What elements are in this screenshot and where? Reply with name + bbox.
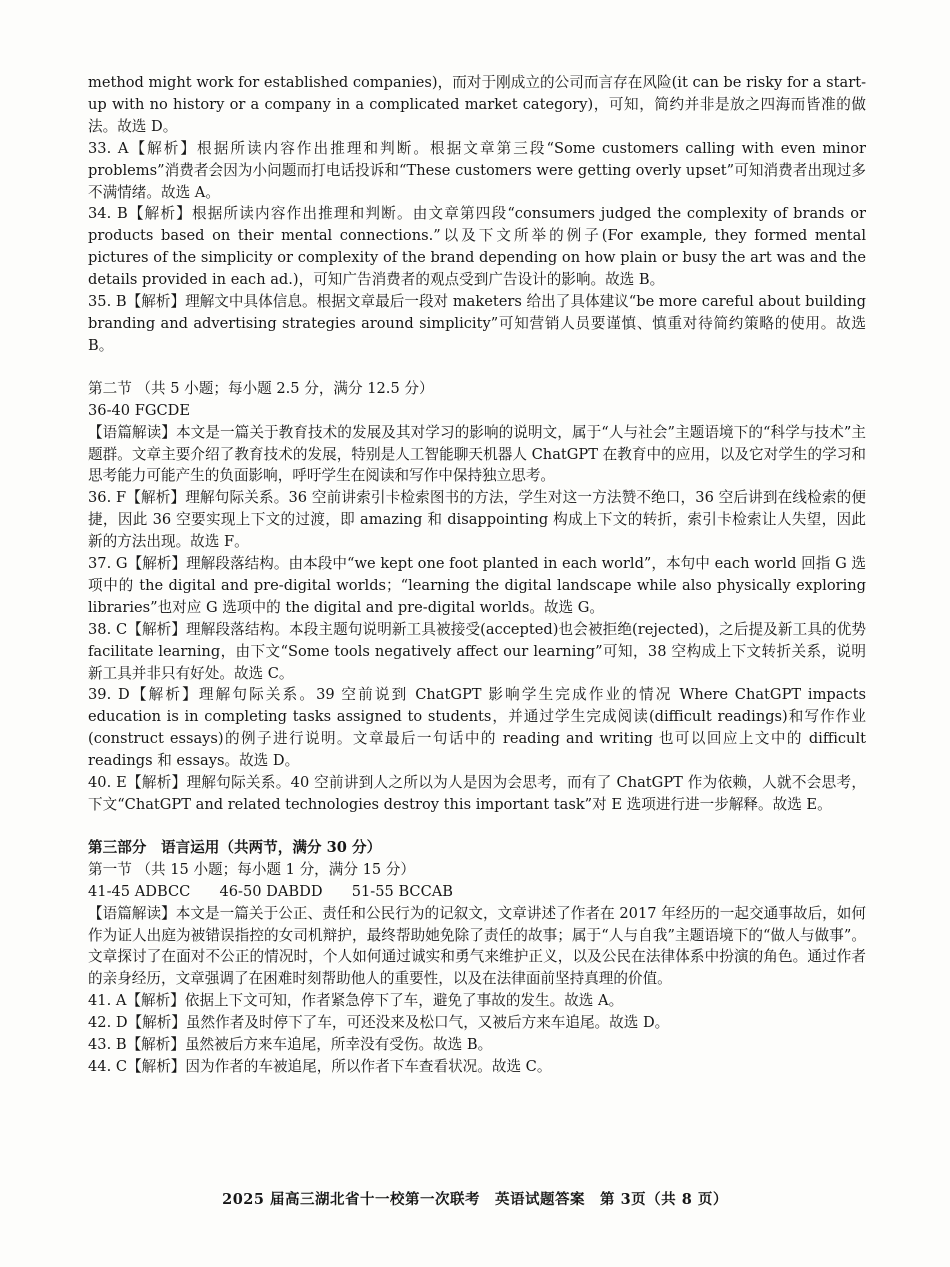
answer-36: 36. F【解析】理解句际关系。36 空前讲索引卡检索图书的方法，学生对这一方法赞不绝口，36 空后讲到在线检索的便捷，因此 36 空要实现上下文的过渡，即 amazing 和 disappointing 构成上下文的转折，索引卡检索让人失望，因此新的方法出现。故选 F。 bbox=[88, 489, 866, 551]
section2-answers: 36-40 FGCDE bbox=[88, 401, 191, 419]
section2-title: 第二节 （共 5 小题；每小题 2.5 分，满分 12.5 分） bbox=[88, 379, 434, 397]
intro-paragraph: method might work for established companies)，而对于刚成立的公司而言存在风险(it can be risky for a start-up with no history or a company in a complicated market category)，可知，简约并非是放之四海而皆准的做法。故选 D。 bbox=[88, 74, 866, 135]
answer-41: 41. A【解析】依据上下文可知，作者紧急停下了车，避免了事故的发生。故选 A。 bbox=[88, 992, 624, 1010]
answer-40: 40. E【解析】理解句际关系。40 空前讲到人之所以为人是因为会思考，而有了 ChatGPT 作为依赖，人就不会思考，下文“ChatGPT and related technologies destroy this important task”对 E 选项进行进一步解释。故选 E。 bbox=[88, 774, 866, 813]
answer-key-body bbox=[88, 72, 866, 1078]
section-gap bbox=[88, 357, 866, 378]
part3-answers: 41-45 ADBCC 46-50 DABDD 51-55 BCCAB bbox=[88, 882, 454, 900]
section2-summary: 【语篇解读】本文是一篇关于教育技术的发展及其对学习的影响的说明文，属于“人与社会”主题语境下的“科学与技术”主题群。文章主要介绍了教育技术的发展，特别是人工智能聊天机器人 ChatGPT 在教育中的应用，以及它对学生的学习和思考能力可能产生的负面影响，呼吁学生在阅读和写作中保持独立思考。 bbox=[88, 423, 866, 485]
answer-39: 39. D【解析】理解句际关系。39 空前说到 ChatGPT 影响学生完成作业的情况 Where ChatGPT impacts education is in completing tasks assigned to students，并通过学生完成阅读(difficult readings)和写作作业(construct essays)的例子进行说明。文章最后一句话中的 reading and writing 也可以回应上文中的 difficult readings 和 essays。故选 D。 bbox=[88, 686, 866, 770]
page-footer: 2025 届高三湖北省十一校第一次联考 英语试题答案 第 3页（共 8 页） bbox=[222, 1191, 728, 1208]
answer-42: 42. D【解析】虽然作者及时停下了车，可还没来及松口气，又被后方来车追尾。故选 D。 bbox=[88, 1014, 670, 1032]
answer-43: 43. B【解析】虽然被后方来车追尾，所幸没有受伤。故选 B。 bbox=[88, 1036, 493, 1054]
part3-subtitle: 第一节 （共 15 小题；每小题 1 分，满分 15 分） bbox=[88, 860, 415, 878]
answer-44: 44. C【解析】因为作者的车被追尾，所以作者下车查看状况。故选 C。 bbox=[88, 1057, 552, 1075]
answer-38: 38. C【解析】理解段落结构。本段主题句说明新工具被接受(accepted)也会被拒绝(rejected)，之后提及新工具的优势 facilitate learning，由下文“Some tools negatively affect our learning”可知，38 空构成上下文转折关系，说明新工具并非只有好处。故选 C。 bbox=[88, 620, 866, 682]
answer-35: 35. B【解析】理解文中具体信息。根据文章最后一段对 maketers 给出了具体建议“be more careful about building branding and advertising strategies around simplicity”可知营销人员要谨慎、慎重对待简约策略的使用。故选 B。 bbox=[88, 293, 866, 354]
answer-37: 37. G【解析】理解段落结构。由本段中“we kept one foot planted in each world”，本句中 each world 回指 G 选项中的 the digital and pre-digital worlds；“learning the digital landscape while also physically exploring libraries”也对应 G 选项中的 the digital and pre-digital worlds。故选 G。 bbox=[88, 555, 866, 616]
answer-34: 34. B【解析】根据所读内容作出推理和判断。由文章第四段“consumers judged the complexity of brands or products based on their mental connections.”以及下文所举的例子(For example, they formed mental pictures of the simplicity or complexity of the brand depending on how plain or busy the art was and the details provided in each ad.)，可知广告消费者的观点受到广告设计的影响。故选 B。 bbox=[88, 205, 866, 289]
part3-heading: 第三部分 语言运用（共两节，满分 30 分） bbox=[88, 838, 382, 856]
section-gap bbox=[88, 816, 866, 837]
part3-summary: 【语篇解读】本文是一篇关于公正、责任和公民行为的记叙文，文章讲述了作者在 2017 年经历的一起交通事故后，如何作为证人出庭为被错误指控的女司机辩护，最终帮助她免除了责任的故事；属于“人与自我”主题语境下的“做人与做事”。 文章探讨了在面对不公正的情况时，个人如何通过诚实和勇气来维护正义，以及公民在法律体系中扮演的角色。通过作者的亲身经历，文章强调了在困难时刻帮助他人的重要性，以及在法律面前坚持真理的价值。 bbox=[88, 904, 866, 988]
answer-33: 33. A【解析】根据所读内容作出推理和判断。根据文章第三段“Some customers calling with even minor problems”消费者会因为小问题而打电话投诉和“These customers were getting overly upset”可知消费者出现过多不满情绪。故选 A。 bbox=[88, 139, 866, 201]
